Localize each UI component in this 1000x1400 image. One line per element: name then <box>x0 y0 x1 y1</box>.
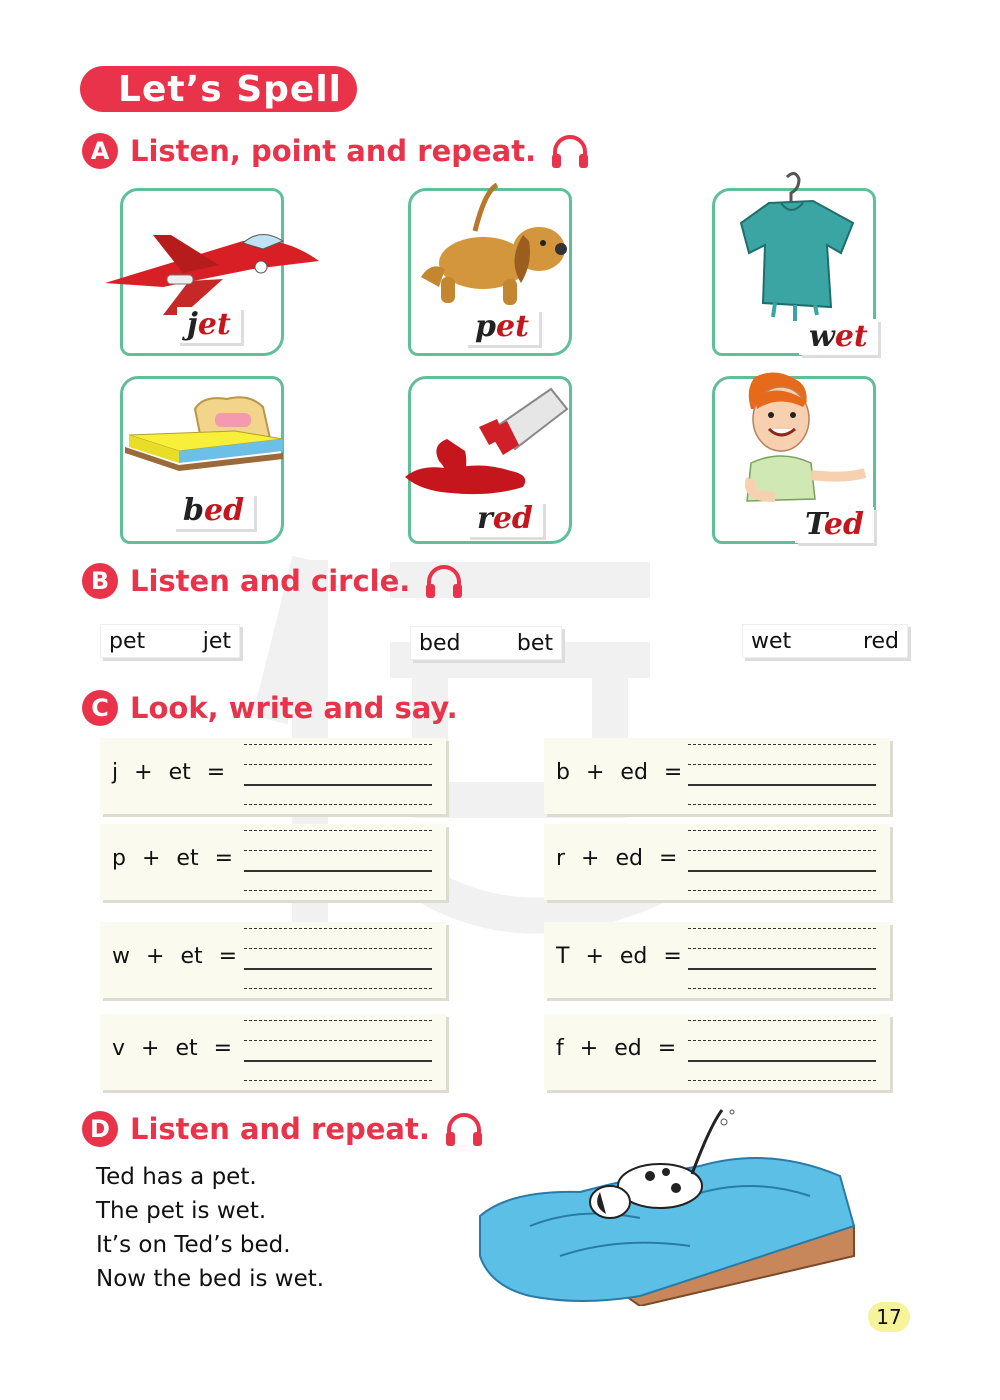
eq-equals: = <box>663 760 683 785</box>
eq-onset: p <box>112 846 126 871</box>
card-pet-rime: et <box>495 309 529 344</box>
card-jet-word <box>177 307 241 343</box>
eq-onset: r <box>556 846 566 871</box>
write-row <box>100 1014 446 1090</box>
section-b-heading <box>82 562 464 600</box>
eq-rime: ed <box>615 846 643 871</box>
eq-plus: + <box>141 1036 160 1061</box>
card-jet-rime: et <box>197 307 231 342</box>
eq-rime: et <box>168 760 191 785</box>
card-pet-onset: p <box>475 309 496 344</box>
eq-rime: et <box>175 1036 198 1061</box>
writing-lines[interactable] <box>244 1020 432 1084</box>
choice-word[interactable]: pet <box>109 628 146 654</box>
card-wet-onset: w <box>809 319 835 354</box>
eq-rime: et <box>176 846 199 871</box>
section-c-heading <box>82 690 458 726</box>
section-d-heading <box>82 1110 484 1148</box>
card-red[interactable] <box>408 376 572 544</box>
eq-onset: f <box>556 1036 564 1061</box>
choice-word[interactable]: bed <box>419 630 461 656</box>
eq-equals: = <box>218 944 238 969</box>
choice-group-1 <box>100 624 240 658</box>
section-c-text: Look, write and say. <box>130 691 458 725</box>
write-row <box>544 922 890 998</box>
card-wet-word <box>799 319 878 355</box>
section-d-text: Listen and repeat. <box>130 1112 430 1146</box>
eq-onset: v <box>112 1036 126 1061</box>
choice-word[interactable]: bet <box>516 630 553 656</box>
write-row <box>544 738 890 814</box>
card-ted-word <box>795 507 874 543</box>
eq-onset: w <box>112 944 130 969</box>
eq-equals: = <box>206 760 226 785</box>
card-red-word <box>467 501 543 537</box>
card-pet[interactable] <box>408 188 572 356</box>
choice-word[interactable]: red <box>862 628 899 654</box>
choice-group-3 <box>742 624 908 658</box>
eq-plus: + <box>585 944 604 969</box>
card-bed-word <box>173 493 254 529</box>
card-jet[interactable] <box>120 188 284 356</box>
card-jet-onset: j <box>187 307 198 342</box>
section-b-text: Listen and circle. <box>130 564 411 598</box>
card-bed-rime: ed <box>203 493 245 528</box>
card-red-onset: r <box>477 501 493 536</box>
eq-equals: = <box>657 1036 677 1061</box>
eq-rime: ed <box>620 760 648 785</box>
choice-word[interactable]: wet <box>751 628 792 654</box>
card-wet-rime: et <box>834 319 868 354</box>
writing-lines[interactable] <box>688 830 876 894</box>
card-bed[interactable] <box>120 376 284 544</box>
eq-equals: = <box>213 1036 233 1061</box>
eq-onset: b <box>556 760 570 785</box>
headphones-icon[interactable] <box>424 562 464 600</box>
write-row <box>544 1014 890 1090</box>
section-d-letter: D <box>82 1111 118 1147</box>
eq-equals: = <box>214 846 234 871</box>
card-red-rime: ed <box>492 501 533 536</box>
eq-plus: + <box>585 760 605 785</box>
writing-lines[interactable] <box>688 744 876 808</box>
eq-plus: + <box>134 760 153 785</box>
card-ted[interactable] <box>712 376 876 544</box>
writing-lines[interactable] <box>688 928 876 992</box>
eq-equals: = <box>658 846 678 871</box>
choice-word[interactable]: jet <box>202 628 231 654</box>
section-b-letter: B <box>82 563 118 599</box>
poem-line: The pet is wet. <box>96 1198 267 1224</box>
wet-dog-on-bed-icon <box>470 1106 860 1306</box>
eq-plus: + <box>141 846 161 871</box>
writing-lines[interactable] <box>688 1020 876 1084</box>
poem <box>96 1160 324 1296</box>
writing-lines[interactable] <box>244 744 432 808</box>
eq-onset: j <box>112 760 119 785</box>
section-c-letter: C <box>82 690 118 726</box>
eq-rime: ed <box>619 944 648 969</box>
write-row <box>100 824 446 900</box>
write-row <box>100 738 446 814</box>
section-a-text: Listen, point and repeat. <box>130 134 537 168</box>
page-number: 17 <box>868 1302 910 1332</box>
eq-equals: = <box>663 944 682 969</box>
eq-plus: + <box>581 846 600 871</box>
choice-group-2 <box>410 626 562 660</box>
poem-line: Ted has a pet. <box>96 1164 257 1190</box>
eq-onset: T <box>556 944 570 969</box>
card-pet-word <box>465 309 539 345</box>
eq-rime: ed <box>614 1036 642 1061</box>
write-row <box>544 824 890 900</box>
writing-lines[interactable] <box>244 830 432 894</box>
eq-plus: + <box>146 944 165 969</box>
headphones-icon[interactable] <box>550 132 590 170</box>
card-ted-onset: T <box>805 507 824 542</box>
writing-lines[interactable] <box>244 928 432 992</box>
card-ted-rime: ed <box>823 507 864 542</box>
eq-plus: + <box>579 1036 599 1061</box>
eq-rime: et <box>180 944 203 969</box>
write-row <box>100 922 446 998</box>
page-title: Let’s Spell <box>80 66 357 112</box>
card-bed-onset: b <box>183 493 204 528</box>
section-a-letter: A <box>82 133 118 169</box>
section-a-heading <box>82 132 590 170</box>
poem-line: Now the bed is wet. <box>96 1266 325 1292</box>
poem-line: It’s on Ted’s bed. <box>96 1232 291 1258</box>
card-wet[interactable] <box>712 188 876 356</box>
